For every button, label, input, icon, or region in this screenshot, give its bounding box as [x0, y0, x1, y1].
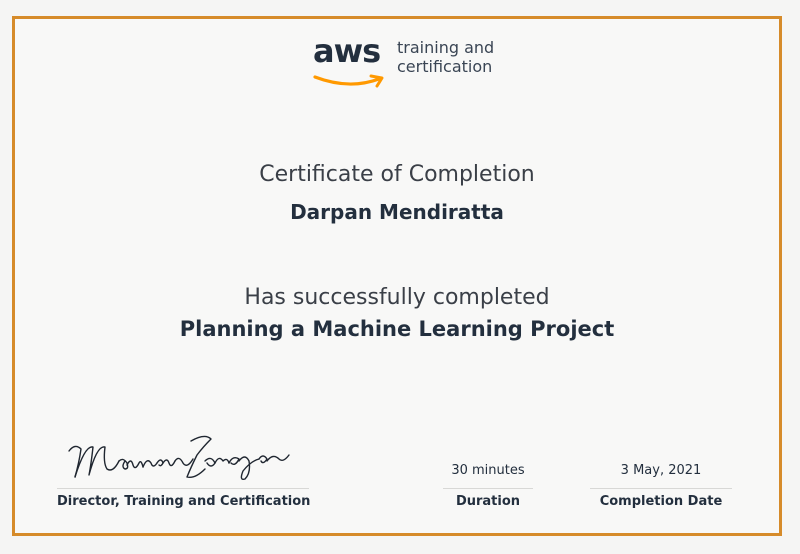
signature-block [57, 431, 309, 511]
logo-tagline [397, 38, 494, 76]
recipient-name: Darpan Mendiratta [290, 200, 504, 224]
handwritten-signature [65, 433, 295, 485]
aws-training-logo [313, 32, 513, 92]
logo-wordmark: aws [313, 32, 381, 70]
completion-date-line [590, 488, 732, 489]
completion-date-block [590, 431, 732, 511]
signature-line [57, 488, 309, 489]
course-title: Planning a Machine Learning Project [179, 317, 615, 341]
logo-tagline-line2: certification [397, 57, 493, 76]
completion-statement: Has successfully completed [244, 285, 550, 310]
certificate-frame [12, 16, 782, 536]
signer-title: Director, Training and Certification [57, 494, 311, 509]
duration-line [443, 488, 533, 489]
aws-smile-icon [313, 74, 389, 90]
duration-value: 30 minutes [451, 463, 525, 478]
duration-block [443, 431, 533, 511]
completion-date-label: Completion Date [599, 494, 723, 509]
certificate-heading: Certificate of Completion [259, 162, 535, 187]
logo-tagline-line1: training and [397, 38, 495, 57]
completion-date-value: 3 May, 2021 [620, 463, 702, 478]
duration-label: Duration [455, 494, 521, 509]
